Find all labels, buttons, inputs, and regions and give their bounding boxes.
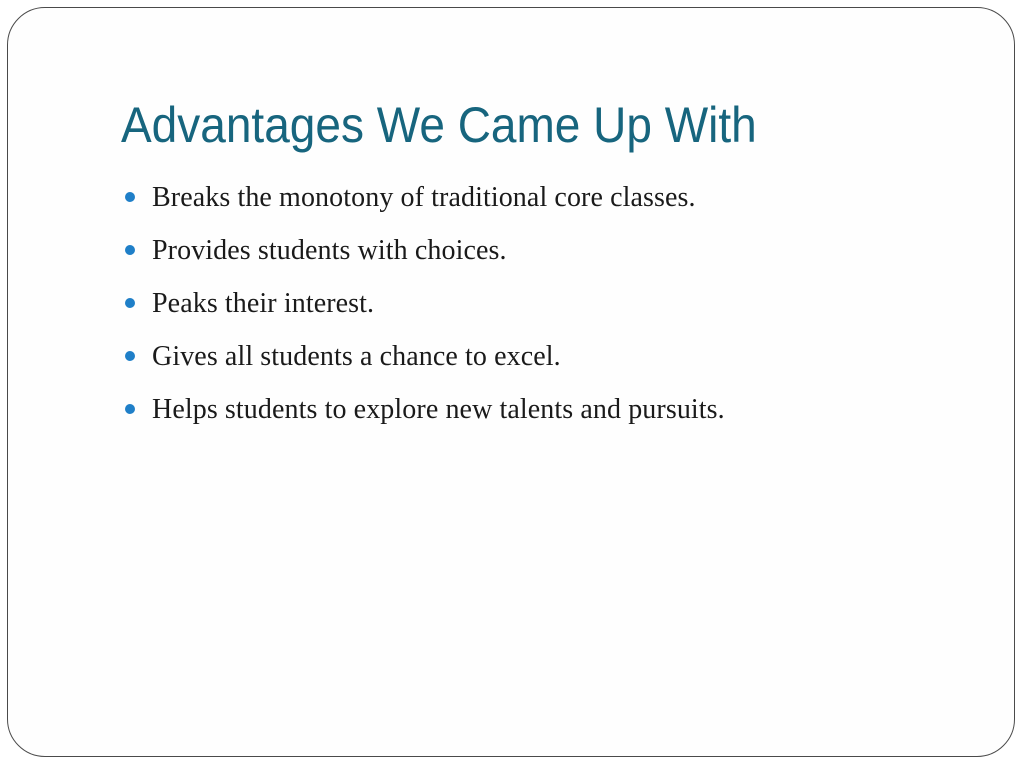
- slide-title: Advantages We Came Up With: [121, 97, 757, 153]
- list-item: [121, 330, 725, 383]
- bullet-text: Breaks the monotony of traditional core classes.: [152, 181, 696, 213]
- bullet-text: Peaks their interest.: [152, 287, 375, 319]
- bullet-dot-icon: [125, 404, 135, 414]
- list-item: [121, 277, 725, 330]
- slide-frame: [7, 7, 1015, 757]
- bullet-dot-icon: [125, 192, 135, 202]
- bullet-dot-icon: [125, 245, 135, 255]
- list-item: [121, 171, 725, 224]
- bullet-text: Helps students to explore new talents and pursuits.: [152, 393, 725, 425]
- bullet-dot-icon: [125, 298, 135, 308]
- list-item: [121, 383, 725, 436]
- bullet-text: Gives all students a chance to excel.: [152, 340, 561, 372]
- bullet-list: [121, 171, 725, 436]
- bullet-dot-icon: [125, 351, 135, 361]
- list-item: [121, 224, 725, 277]
- bullet-text: Provides students with choices.: [152, 234, 507, 266]
